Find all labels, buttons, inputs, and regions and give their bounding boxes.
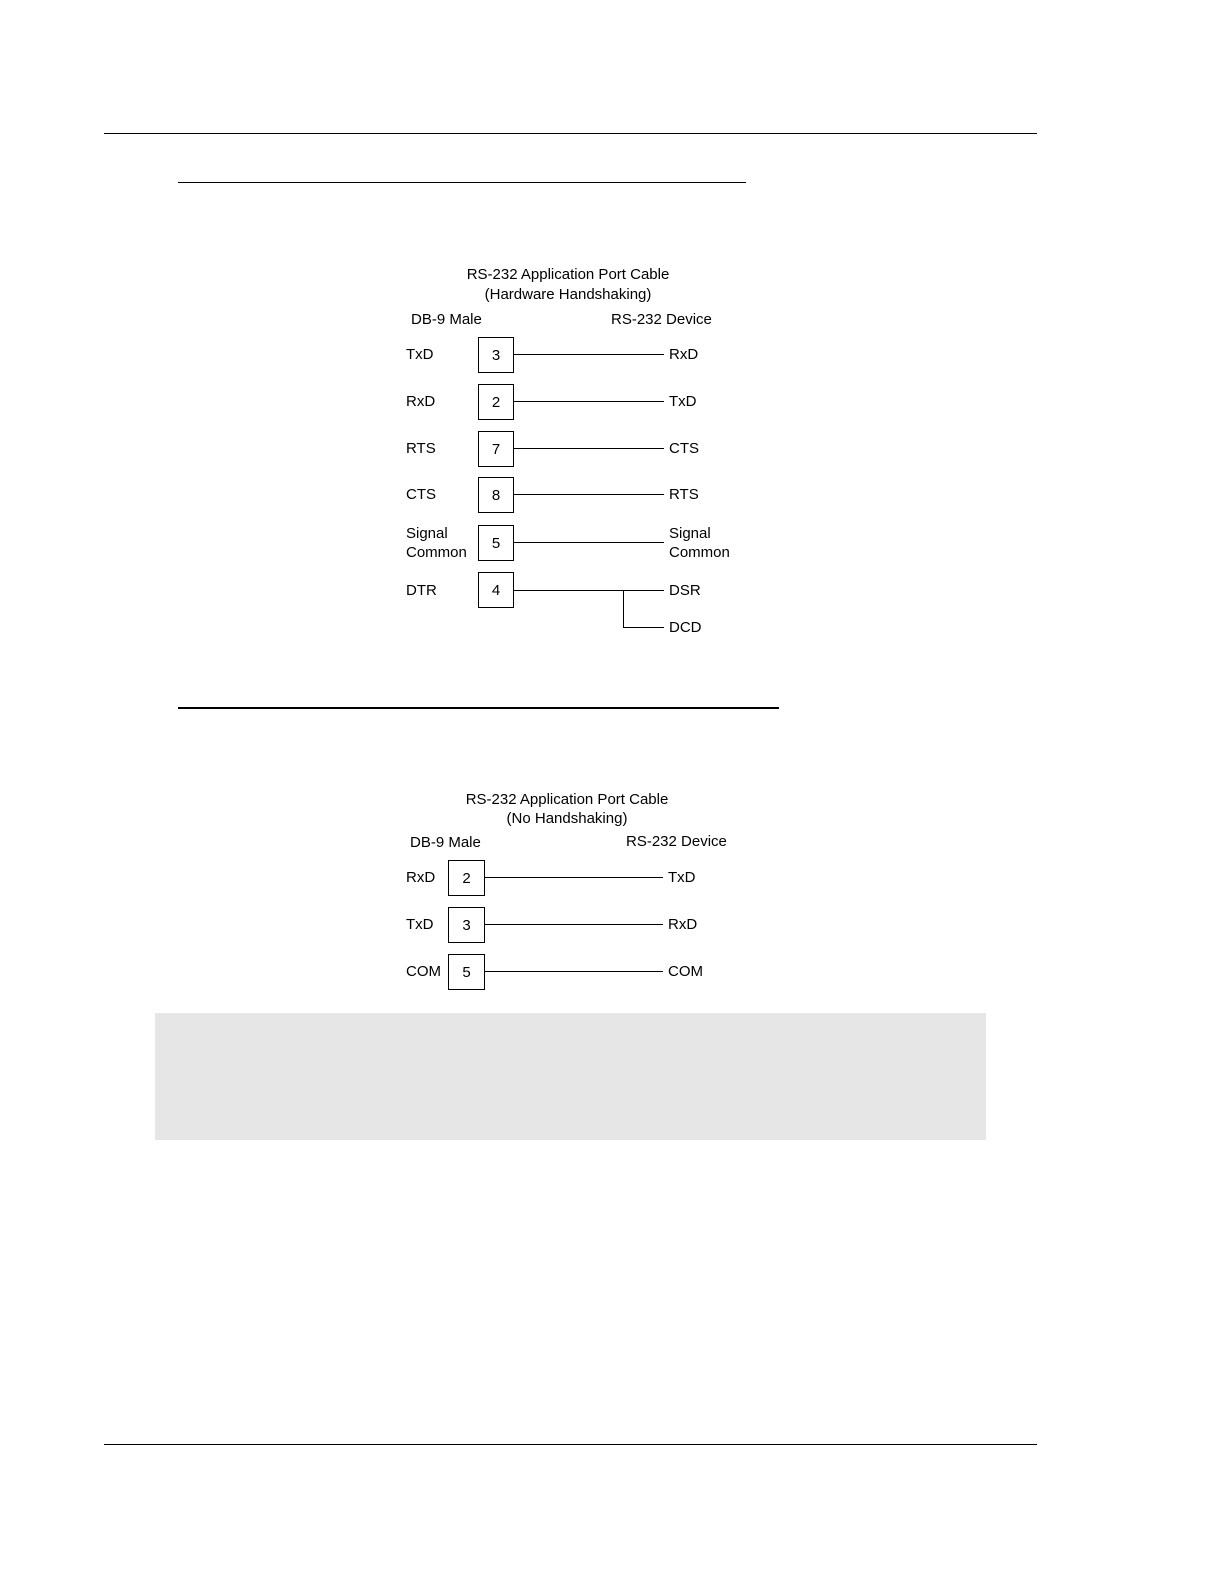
header-rule — [104, 133, 1037, 134]
diagram2-right-signal: COM — [668, 963, 703, 980]
diagram1-branch-wire-vertical — [623, 590, 624, 627]
diagram1-pin-box: 5 — [478, 525, 514, 561]
diagram1-pin-box: 7 — [478, 431, 514, 467]
diagram1-right-signal: DSR — [669, 582, 701, 599]
diagram1-left-signal: RTS — [406, 440, 436, 457]
diagram1-wire — [514, 401, 664, 402]
diagram1-right-signal: RxD — [669, 346, 699, 363]
diagram1-subtitle: (Hardware Handshaking) — [484, 286, 652, 303]
diagram1-wire — [514, 590, 664, 591]
diagram1-pin-box: 8 — [478, 477, 514, 513]
diagram2-right-signal: TxD — [668, 869, 696, 886]
diagram1-branch-wire — [623, 627, 664, 628]
diagram1-right-signal: RTS — [669, 486, 699, 503]
diagram2-wire — [485, 877, 663, 878]
diagram1-left-signal-line1: Signal — [406, 525, 448, 542]
diagram1-wire — [514, 354, 664, 355]
diagram2-right-header: RS-232 Device — [626, 833, 727, 850]
diagram2-left-signal: RxD — [406, 869, 436, 886]
diagram2-right-signal: RxD — [668, 916, 698, 933]
diagram1-left-signal: CTS — [406, 486, 436, 503]
diagram2-wire — [485, 924, 663, 925]
diagram1-right-signal-line1: Signal — [669, 525, 711, 542]
diagram2-pin-box: 3 — [448, 907, 485, 943]
diagram1-wire — [514, 494, 664, 495]
diagram1-right-signal: TxD — [669, 393, 697, 410]
diagram1-title: RS-232 Application Port Cable — [466, 266, 670, 283]
diagram2-title: RS-232 Application Port Cable — [465, 791, 669, 808]
diagram1-right-branch-signal: DCD — [669, 619, 702, 636]
diagram1-left-signal: TxD — [406, 346, 434, 363]
section-rule-2 — [178, 707, 779, 709]
diagram1-pin-box: 4 — [478, 572, 514, 608]
diagram2-left-header: DB-9 Male — [410, 834, 481, 851]
diagram1-right-signal: CTS — [669, 440, 699, 457]
footer-rule — [104, 1444, 1037, 1445]
diagram1-pin-box: 3 — [478, 337, 514, 373]
diagram2-left-signal: TxD — [406, 916, 434, 933]
diagram1-right-header: RS-232 Device — [611, 311, 712, 328]
note-box — [155, 1013, 986, 1140]
diagram2-pin-box: 2 — [448, 860, 485, 896]
diagram1-left-signal: RxD — [406, 393, 436, 410]
diagram2-subtitle: (No Handshaking) — [506, 810, 628, 827]
diagram1-left-header: DB-9 Male — [411, 311, 482, 328]
diagram1-right-signal-line2: Common — [669, 544, 730, 561]
diagram1-left-signal: DTR — [406, 582, 437, 599]
diagram1-wire — [514, 448, 664, 449]
diagram1-pin-box: 2 — [478, 384, 514, 420]
diagram2-pin-box: 5 — [448, 954, 485, 990]
diagram1-wire — [514, 542, 664, 543]
diagram2-left-signal: COM — [406, 963, 441, 980]
section-rule-1 — [178, 182, 746, 183]
diagram2-wire — [485, 971, 663, 972]
diagram1-left-signal-line2: Common — [406, 544, 467, 561]
